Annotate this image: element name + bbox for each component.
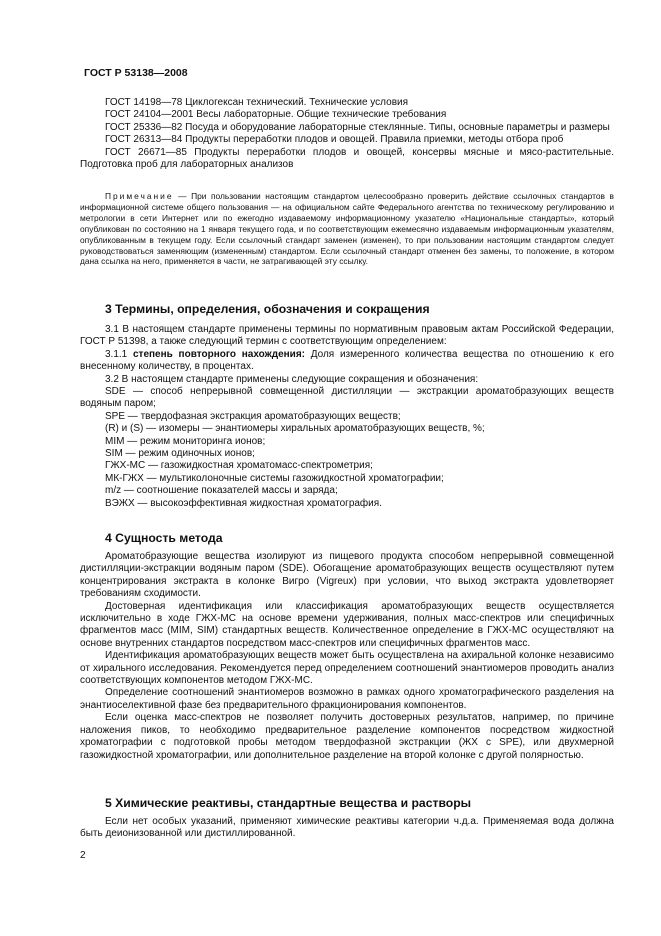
term-definition [80, 349, 614, 374]
term-name: степень повторного нахождения: [133, 348, 305, 360]
paragraph: Достоверная идентификация или классификация ароматобразующих веществ осуществляется исключительно в ходе ГЖХ-МС на основе времени удерживания, полных масс-спектров или специфичных фрагментов масс (MIM, SIM) стандартных веществ. Количественное определение в ГЖХ-МС осуществляют на основе внутренних стандартов посредством масс-спектров или специфичных фрагментов масс. [80, 600, 614, 649]
page-header: ГОСТ Р 53138—2008 [84, 67, 188, 79]
note-text: — При пользовании настоящим стандартом целесообразно проверить действие ссылочных стандартов в информационной системе общего пользования — на официальном сайте Федерального агентства по техническому регулированию и метрологии в сети Интернет или по ежегодно издаваемому информационному указателю «Национальные стандарты», который опубликован по состоянию на 1 января текущего года, и по соответствующим ежемесячно издаваемым информационным указателям, опубликованным в текущем году. Если ссылочный стандарт заменен (изменен), то при пользовании настоящим стандартом следует руководствоваться заменяющим (измененным) стандартом. Если ссылочный стандарт отменен без замены, то положение, в котором дана ссылка на него, применяется в части, не затрагивающей эту ссылку. [80, 191, 614, 267]
abbreviation-item: SPE — твердофазная экстракция ароматобразующих веществ; [105, 410, 401, 422]
reference-item: ГОСТ 26671—85 Продукты переработки плодов и овощей, консервы мясные и мясо-растительные. Подготовка проб для лабораторных анализов [80, 146, 614, 171]
page-number: 2 [80, 850, 86, 861]
paragraph: 3.2 В настоящем стандарте применены следующие сокращения и обозначения: [105, 373, 479, 385]
abbreviation-item: m/z — соотношение показателей массы и заряда; [105, 485, 338, 497]
paragraph: Ароматобразующие вещества изолируют из пищевого продукта способом непрерывной совмещенной дистилляции-экстракции водяным паром (SDE). Обогащение ароматобразующих веществ осуществляют путем концентрирования экстракта в колонке Вигро (Vigreux) при условии, что выход экстракта удовлетворяет требованиям сходимости. [80, 551, 614, 600]
paragraph: Если нет особых указаний, применяют химические реактивы категории ч.д.а. Применяемая вода должна быть деионизованной или дистиллированной. [80, 816, 614, 840]
abbreviation-item: МК-ГЖХ — мультиколоночные системы газожидкостной хроматографии; [105, 472, 444, 484]
abbreviation-item: ГЖХ-МС — газожидкостная хроматомасс-спектрометрия; [105, 460, 373, 472]
paragraph: 3.1 В настоящем стандарте применены термины по нормативным правовым актам Российской Федерации, ГОСТ Р 51398, а также следующий термин с соответствующим определением: [80, 324, 614, 348]
section-3 [80, 302, 614, 510]
section-5 [80, 796, 614, 841]
section-3-heading: 3 Термины, определения, обозначения и сокращения [105, 302, 430, 316]
section-4 [80, 531, 614, 762]
note-label: Примечание [105, 191, 174, 201]
reference-item: ГОСТ 14198—78 Циклогексан технический. Технические условия [105, 97, 409, 108]
reference-item: ГОСТ 25336—82 Посуда и оборудование лабораторные стеклянные. Типы, основные параметры и размеры [105, 121, 610, 133]
reference-item: ГОСТ 24104—2001 Весы лабораторные. Общие технические требования [105, 109, 447, 121]
paragraph: Определение соотношений энантиомеров возможно в рамках одного хроматографического разделения на энантиоселективной фазе без предварительного фракционирования компонентов. [80, 687, 614, 711]
reference-item: ГОСТ 26313—84 Продукты переработки плодов и овощей. Правила приемки, методы отбора проб [105, 134, 564, 146]
term-text: Доля измеренного количества вещества по отношению к его внесенному количеству, в процентах. [80, 348, 614, 373]
abbreviation-item: (R) и (S) — изомеры — энантиомеры хиральных ароматобразующих веществ, %; [105, 423, 485, 435]
paragraph: Идентификация ароматобразующих веществ может быть осуществлена на ахиральной колонке независимо от хирального исследования. Рекомендуется перед определением соотношений энантиомеров проводить анализ соответствующих компонентов методом ГЖХ-МС. [80, 650, 614, 687]
section-5-heading: 5 Химические реактивы, стандартные вещества и растворы [105, 796, 472, 810]
references-list [80, 97, 614, 171]
section-4-heading: 4 Сущность метода [105, 531, 223, 545]
abbreviation-item: SIM — режим одиночных ионов; [105, 448, 255, 460]
note-block [80, 191, 614, 267]
note-paragraph [80, 191, 614, 267]
term-number: 3.1.1 [105, 348, 133, 360]
abbreviation-item: SDE — способ непрерывной совмещенной дистилляции — экстракции ароматобразующих веществ водяным паром; [80, 386, 614, 410]
paragraph: Если оценка масс-спектров не позволяет получить достоверных результатов, например, по причине наложения пиков, то необходимо предварительное разделение компонентов посредством жидкостной хроматографии с подготовкой пробы методом твердофазной экстракции (ЖХ с SPE), или двухмерной газожидкостной хроматографии, или дополнительное разделение на второй колонке с другой полярностью. [80, 712, 614, 761]
abbreviation-item: MIM — режим мониторинга ионов; [105, 435, 266, 447]
abbreviation-item: ВЭЖХ — высокоэффективная жидкостная хроматография. [105, 497, 382, 509]
